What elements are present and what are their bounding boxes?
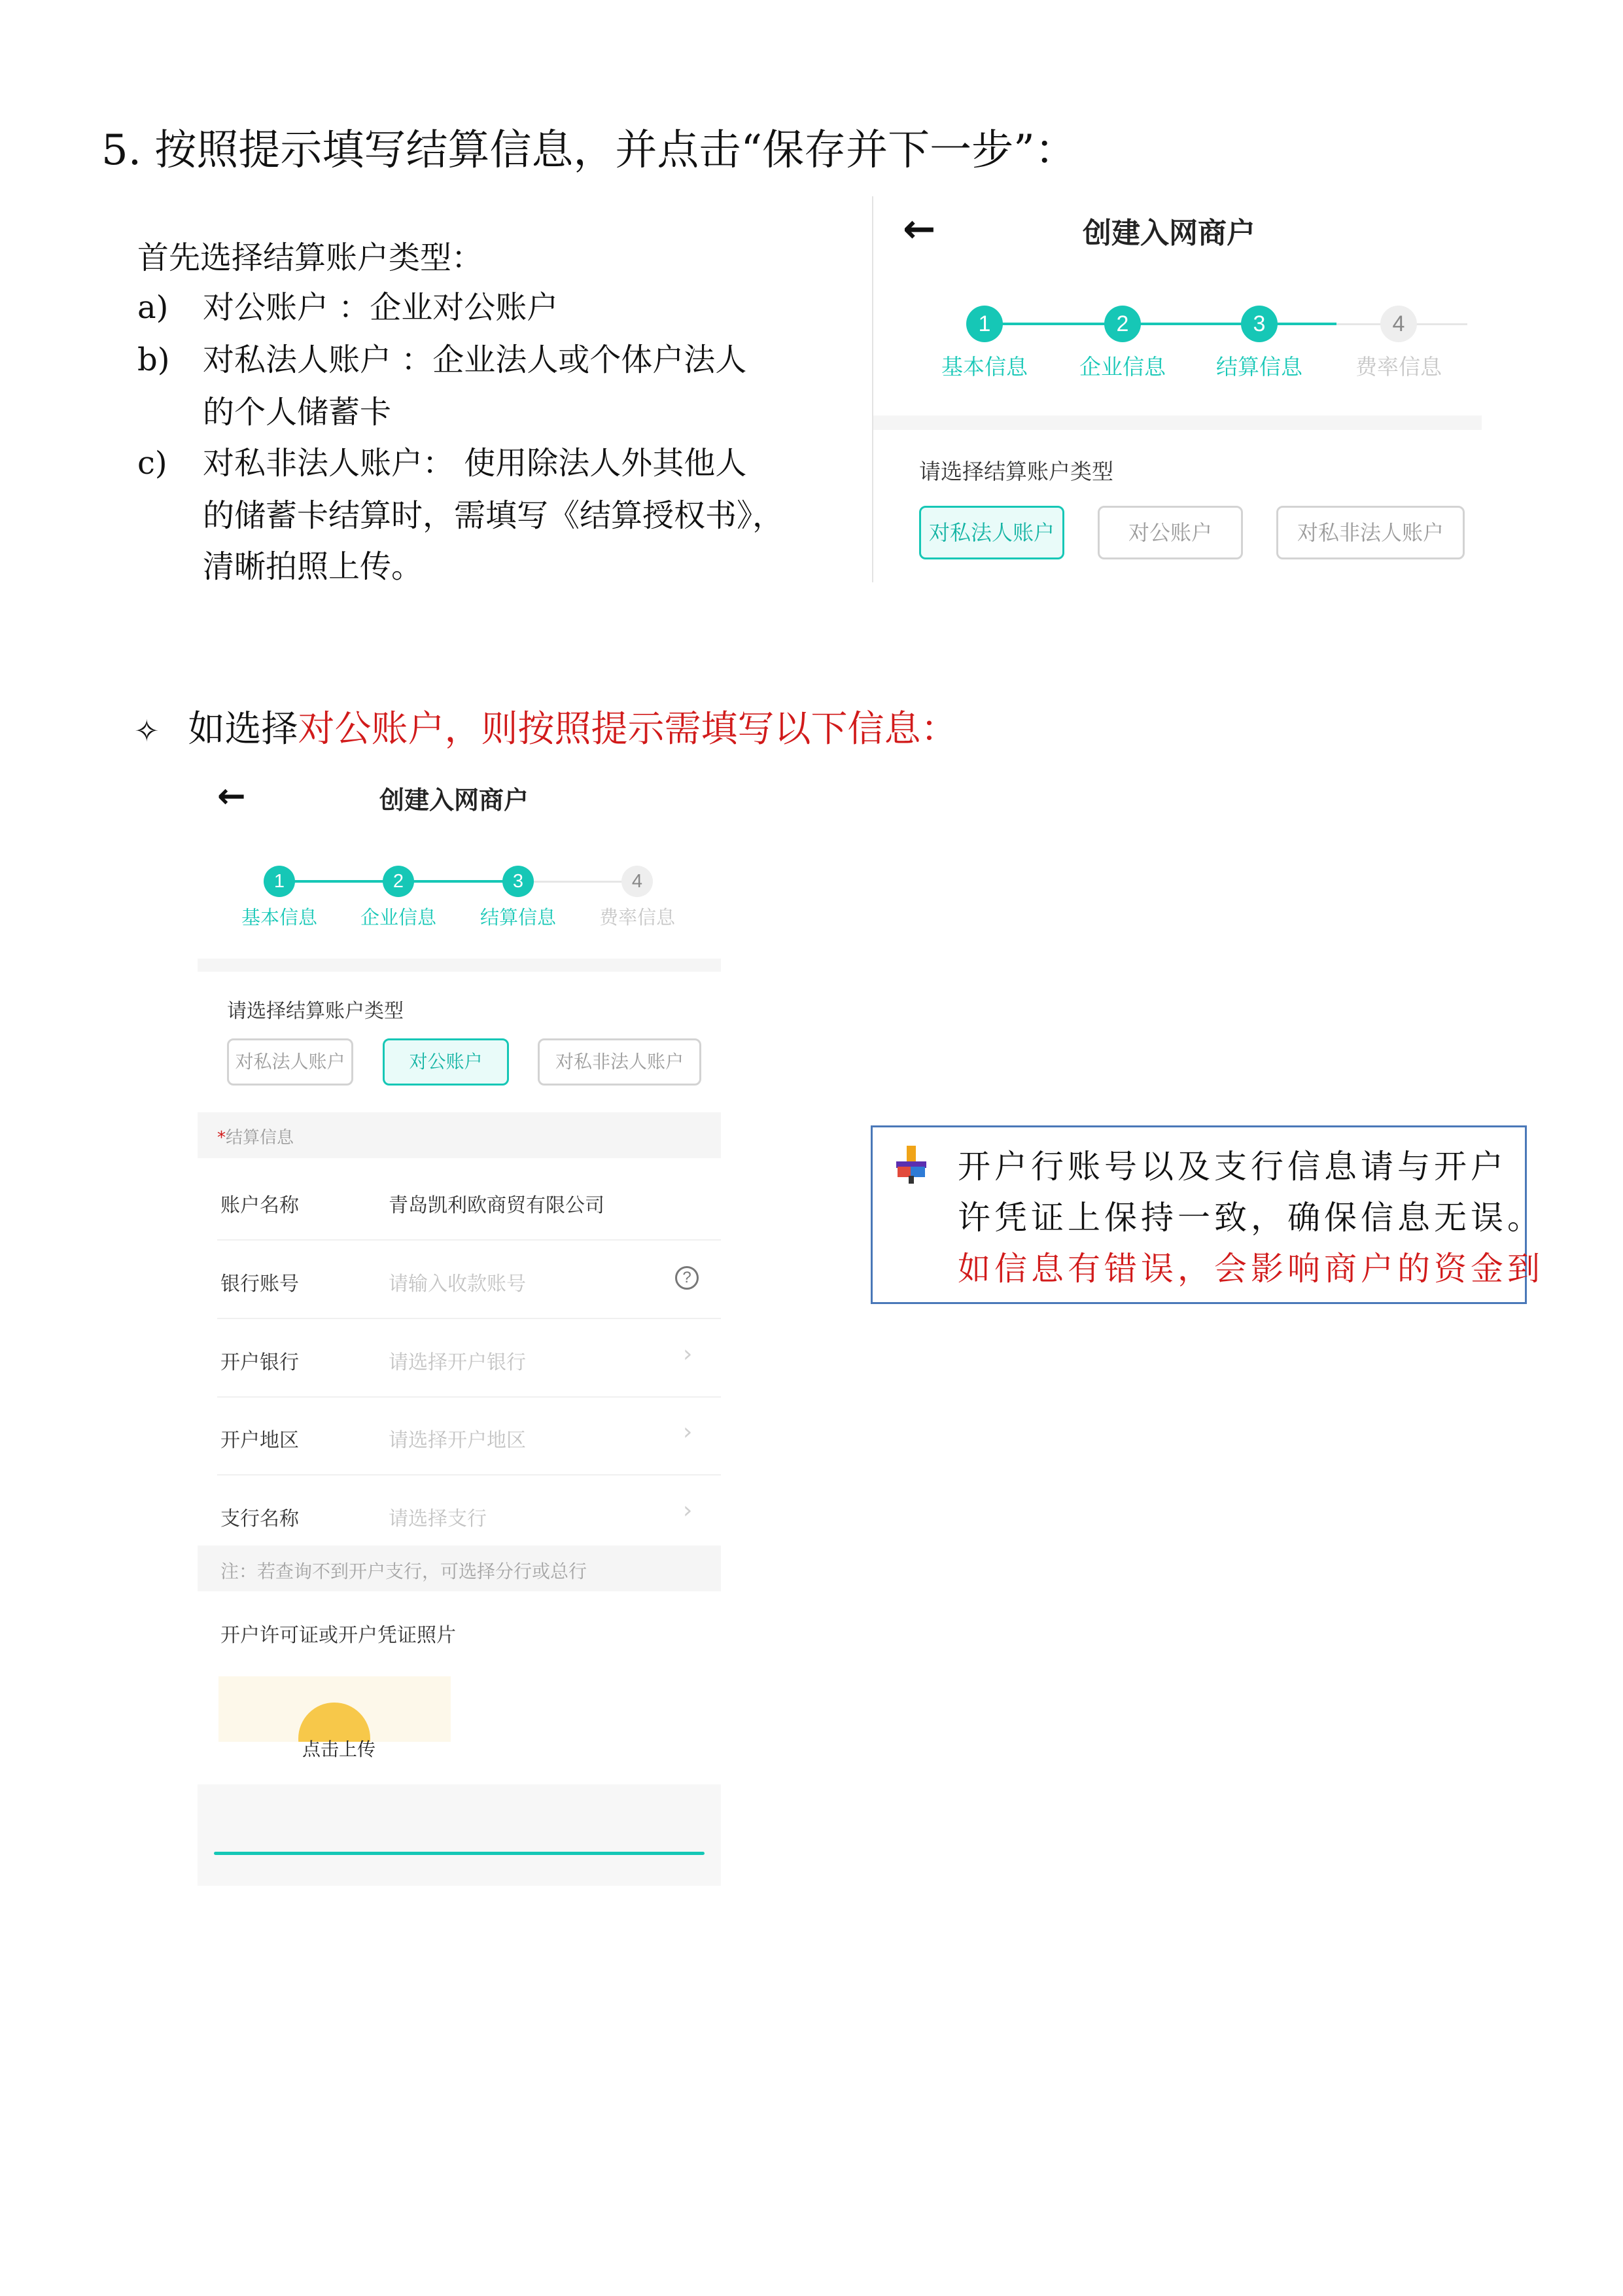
required-mark: * [217, 1128, 226, 1148]
chevron-right-icon: › [683, 1341, 693, 1368]
save-next-button-edge[interactable] [214, 1852, 705, 1855]
bullet-prefix: 如选择 [188, 708, 298, 751]
app-screenshot-account-type [873, 193, 1482, 586]
step-dot-3: 3 [1241, 306, 1278, 342]
notice-line-1: 开户行账号以及支行信息请与开户 [958, 1148, 1507, 1186]
field-label-bank-account: 银行账号 [220, 1273, 299, 1296]
step-dot-1: 1 [264, 866, 295, 897]
step-dot-1: 1 [966, 306, 1003, 342]
list-marker: c) [137, 445, 167, 482]
section-gap [873, 415, 1482, 430]
section-title-text: 结算信息 [226, 1128, 294, 1148]
account-type-corporate[interactable]: 对公账户 [1098, 506, 1243, 559]
help-circle-icon[interactable]: ? [675, 1266, 699, 1290]
page-title: 创建入网商户 [379, 786, 529, 815]
step-label-2: 企业信息 [1079, 354, 1166, 380]
settlement-section-title [217, 1124, 294, 1148]
list-text: 对私法人账户 ：企业法人或个体户法人 [203, 342, 747, 378]
open-region-select[interactable]: 请选择开户地区 [389, 1429, 526, 1452]
notice-line-3: 如信息有错误，会影响商户的资金到 [958, 1250, 1544, 1288]
list-text: 的储蓄卡结算时，需填写《结算授权书》， [203, 497, 784, 534]
notice-line-2: 许凭证上保持一致，确保信息无误。 [958, 1199, 1544, 1237]
upload-label[interactable]: 点击上传 [302, 1739, 376, 1760]
bullet-highlight: 对公账户，则按照提示需填写以下信息： [298, 708, 958, 751]
step-dot-2: 2 [1104, 306, 1141, 342]
app-screenshot-corporate-form [198, 760, 721, 1886]
chevron-right-icon: › [683, 1497, 693, 1524]
step-dot-3: 3 [502, 866, 534, 897]
step-dot-4: 4 [1380, 306, 1417, 342]
step-label-1: 基本信息 [941, 354, 1028, 380]
row-divider [217, 1239, 721, 1241]
page-title: 创建入网商户 [1083, 217, 1255, 250]
bank-account-input[interactable]: 请输入收款账号 [389, 1273, 526, 1296]
account-type-prompt: 请选择结算账户类型 [227, 1000, 404, 1023]
step-label-1: 基本信息 [241, 906, 317, 928]
list-text: 的个人储蓄卡 [203, 394, 392, 431]
bottom-bar [198, 1784, 721, 1886]
row-divider [217, 1396, 721, 1398]
account-type-private-legal[interactable]: 对私法人账户 [227, 1038, 353, 1086]
row-divider [217, 1318, 721, 1319]
field-label-branch-name: 支行名称 [220, 1508, 299, 1530]
chevron-right-icon: › [683, 1419, 693, 1445]
list-marker: a) [137, 289, 169, 326]
notice-box [871, 1125, 1544, 1304]
upload-box[interactable] [218, 1676, 451, 1742]
step-label-3: 结算信息 [1216, 354, 1302, 380]
account-type-prompt: 请选择结算账户类型 [919, 459, 1113, 484]
list-text: 清晰拍照上传。 [203, 548, 423, 585]
pin-icon [892, 1146, 932, 1185]
account-type-private-legal[interactable]: 对私法人账户 [919, 506, 1064, 559]
step-dot-2: 2 [383, 866, 414, 897]
step-label-3: 结算信息 [480, 906, 556, 928]
intro-text: 首先选择结算账户类型： [137, 239, 483, 276]
list-text: 对公账户 ：企业对公账户 [203, 289, 559, 326]
list-marker: b) [137, 342, 170, 378]
account-type-private-nonlegal[interactable]: 对私非法人账户 [538, 1038, 701, 1086]
step-label-4: 费率信息 [1355, 354, 1442, 380]
open-bank-select[interactable]: 请选择开户银行 [389, 1351, 526, 1374]
account-type-private-nonlegal[interactable]: 对私非法人账户 [1276, 506, 1465, 559]
account-name-value[interactable]: 青岛凯利欧商贸有限公司 [389, 1194, 604, 1217]
row-divider [217, 1474, 721, 1475]
step-label-2: 企业信息 [360, 906, 436, 928]
branch-note: 注：若查询不到开户支行，可选择分行或总行 [220, 1561, 587, 1582]
list-text: 对私非法人账户： 使用除法人外其他人 [203, 445, 747, 482]
back-arrow-icon[interactable]: ← [217, 777, 246, 816]
upload-title: 开户许可证或开户凭证照片 [220, 1624, 456, 1647]
stepper-progress-line [986, 323, 1336, 325]
step-dot-4: 4 [621, 866, 653, 897]
stepper-remaining-line [518, 881, 629, 883]
diamond-bullet-icon: ✧ [134, 713, 160, 749]
field-label-open-bank: 开户银行 [220, 1351, 299, 1374]
back-arrow-icon[interactable]: ← [903, 206, 936, 252]
account-type-corporate[interactable]: 对公账户 [383, 1038, 509, 1086]
section-gap [198, 959, 721, 972]
bullet-instruction [134, 700, 958, 752]
field-label-open-region: 开户地区 [220, 1429, 299, 1452]
step-label-4: 费率信息 [599, 906, 675, 928]
branch-select[interactable]: 请选择支行 [389, 1508, 487, 1530]
section-heading: 5. 按照提示填写结算信息，并点击“保存并下一步”： [101, 126, 1077, 175]
field-label-account-name: 账户名称 [220, 1194, 299, 1217]
